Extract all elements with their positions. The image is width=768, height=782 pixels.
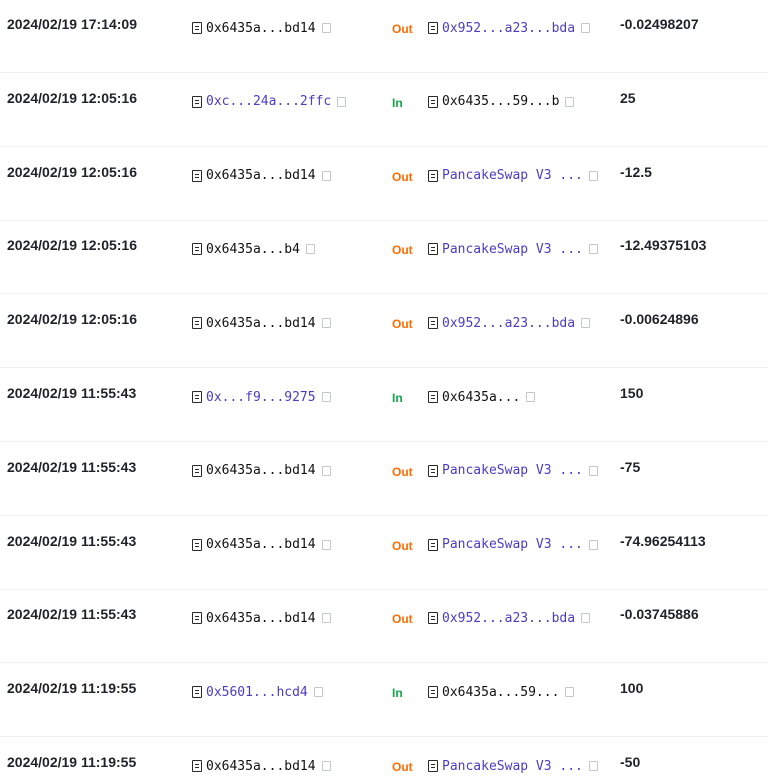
timestamp: 2024/02/19 12:05:16 [7,89,137,106]
direction-badge: Out [392,169,413,184]
from-address-link[interactable]: 0xc...24a...2ffc [206,94,332,110]
from-address-link[interactable]: 0x6435a...bd14 [206,315,316,331]
from-address-link[interactable]: 0x6435a...b4 [206,241,300,257]
direction-badge: Out [392,243,413,258]
to-cell [428,604,604,632]
copy-icon[interactable] [322,761,331,771]
copy-icon[interactable] [581,318,590,328]
table-row [0,590,768,663]
to-cell [428,752,604,780]
timestamp: 2024/02/19 11:55:43 [7,385,137,401]
amount-value: -0.02498207 [620,16,699,32]
from-cell [192,235,364,263]
table-row [0,517,768,590]
contract-icon [428,686,438,698]
to-address-link[interactable]: 0x6435a... [442,389,521,405]
contract-icon [192,612,202,624]
direction-badge: In [392,95,403,110]
amount-value: 25 [620,89,636,106]
direction-badge: Out [392,317,413,332]
contract-icon [192,539,202,551]
to-cell [428,309,604,337]
contract-icon [428,760,438,772]
table-row [0,74,768,147]
amount-value: 150 [620,385,644,401]
from-address-link[interactable]: 0x6435a...bd14 [206,463,316,479]
to-address-link[interactable]: 0x952...a23...bda [442,20,576,36]
copy-icon[interactable] [322,613,331,623]
to-address-link[interactable]: 0x6435a...59... [442,684,560,700]
from-cell [192,752,364,780]
copy-icon[interactable] [565,687,574,697]
contract-icon [192,317,202,329]
table-row [0,443,768,516]
to-cell [428,88,604,116]
contract-icon [428,539,438,551]
to-address-link[interactable]: PancakeSwap V3 ... [442,241,583,257]
direction-badge: In [392,686,403,701]
copy-icon[interactable] [337,97,346,107]
copy-icon[interactable] [589,540,598,550]
to-cell [428,457,604,485]
copy-icon[interactable] [589,466,598,476]
copy-icon[interactable] [322,318,331,328]
table-row [0,369,768,442]
copy-icon[interactable] [581,613,590,623]
amount-value: -75 [620,458,641,475]
timestamp: 2024/02/19 11:55:43 [7,606,137,623]
timestamp: 2024/02/19 12:05:16 [7,311,137,328]
from-cell [192,457,364,485]
to-cell [428,14,604,42]
to-cell [428,531,604,559]
amount-value: -0.03745886 [620,606,699,623]
copy-icon[interactable] [322,540,331,550]
from-address-link[interactable]: 0x6435a...bd14 [206,537,316,553]
table-row [0,295,768,368]
copy-icon[interactable] [589,171,598,181]
copy-icon[interactable] [581,23,590,33]
contract-icon [192,22,202,34]
from-address-link[interactable]: 0x...f9...9275 [206,389,316,405]
contract-icon [428,170,438,182]
copy-icon[interactable] [565,97,574,107]
contract-icon [428,96,438,108]
contract-icon [428,22,438,34]
to-cell [428,162,604,190]
contract-icon [192,170,202,182]
direction-badge: Out [392,612,413,627]
from-cell [192,309,364,337]
amount-value: -0.00624896 [620,311,699,328]
from-address-link[interactable]: 0x5601...hcd4 [206,684,308,700]
table-row [0,0,768,73]
copy-icon[interactable] [322,466,331,476]
timestamp: 2024/02/19 12:05:16 [7,237,137,254]
contract-icon [428,612,438,624]
direction-badge: Out [392,22,413,36]
amount-value: -12.5 [620,163,652,180]
amount-value: -50 [620,754,641,770]
from-address-link[interactable]: 0x6435a...bd14 [206,758,316,774]
copy-icon[interactable] [314,687,323,697]
contract-icon [192,391,202,403]
from-cell [192,14,364,42]
from-cell [192,383,364,411]
timestamp: 2024/02/19 11:55:43 [7,532,137,549]
table-row [0,738,768,782]
copy-icon[interactable] [322,23,331,33]
to-address-link[interactable]: PancakeSwap V3 ... [442,537,583,553]
to-cell [428,383,604,411]
to-address-link[interactable]: PancakeSwap V3 ... [442,463,583,479]
timestamp: 2024/02/19 12:05:16 [7,163,137,180]
to-cell [428,678,604,706]
timestamp: 2024/02/19 17:14:09 [7,16,137,32]
contract-icon [428,317,438,329]
from-cell [192,678,364,706]
to-address-link[interactable]: PancakeSwap V3 ... [442,168,583,184]
amount-value: 100 [620,680,644,697]
from-address-link[interactable]: 0x6435a...bd14 [206,168,316,184]
timestamp: 2024/02/19 11:55:43 [7,458,137,475]
copy-icon[interactable] [306,244,315,254]
direction-badge: Out [392,760,413,774]
from-address-link[interactable]: 0x6435a...bd14 [206,610,316,626]
timestamp: 2024/02/19 11:19:55 [7,754,137,770]
contract-icon [192,96,202,108]
contract-icon [192,760,202,772]
copy-icon[interactable] [589,244,598,254]
timestamp: 2024/02/19 11:19:55 [7,680,137,697]
from-cell [192,88,364,116]
copy-icon[interactable] [322,171,331,181]
copy-icon[interactable] [322,392,331,402]
contract-icon [428,243,438,255]
copy-icon[interactable] [526,392,535,402]
table-row [0,221,768,294]
amount-value: -12.49375103 [620,237,707,254]
to-address-link[interactable]: 0x952...a23...bda [442,315,576,331]
contract-icon [428,391,438,403]
table-row [0,148,768,221]
from-cell [192,162,364,190]
to-address-link[interactable]: PancakeSwap V3 ... [442,758,583,774]
amount-value: -74.96254113 [620,532,706,549]
to-cell [428,235,604,263]
table-row [0,664,768,737]
from-cell [192,604,364,632]
contract-icon [428,465,438,477]
direction-badge: Out [392,538,413,553]
from-address-link[interactable]: 0x6435a...bd14 [206,20,316,36]
contract-icon [192,686,202,698]
contract-icon [192,243,202,255]
direction-badge: Out [392,464,413,479]
contract-icon [192,465,202,477]
to-address-link[interactable]: 0x952...a23...bda [442,610,576,626]
direction-badge: In [392,391,403,405]
to-address-link[interactable]: 0x6435...59...b [442,94,560,110]
copy-icon[interactable] [589,761,598,771]
from-cell [192,531,364,559]
